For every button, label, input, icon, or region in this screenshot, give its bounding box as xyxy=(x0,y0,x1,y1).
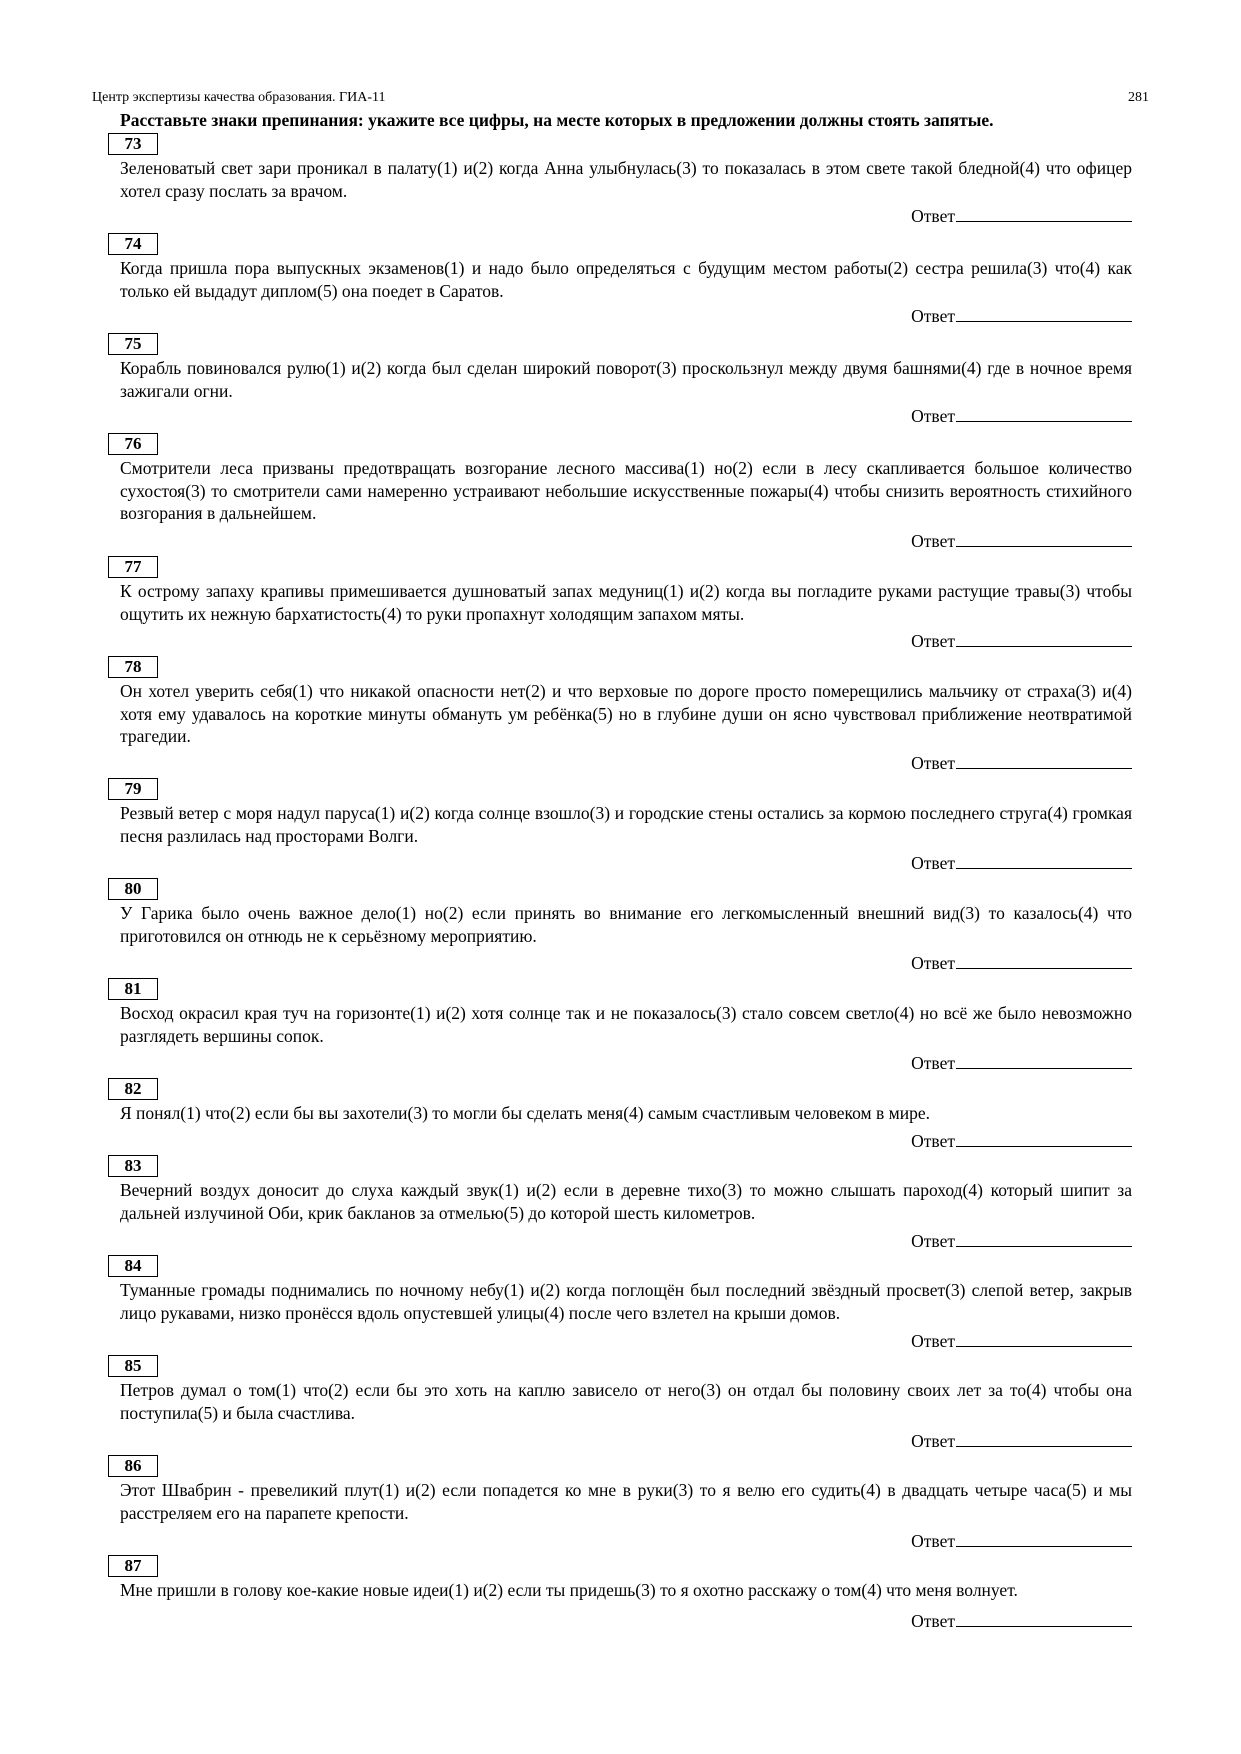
answer-field[interactable] xyxy=(911,752,1132,774)
task-number: 80 xyxy=(108,878,158,900)
answer-line[interactable] xyxy=(956,1330,1132,1347)
task-item xyxy=(120,1255,1132,1355)
task-text: Зеленоватый свет зари проникал в палату(1) и(2) когда Анна улыбнулась(3) то показалась в этом свете такой бледной(4) что офицер хотел сразу послать за врачом. xyxy=(120,158,1132,201)
answer-field[interactable] xyxy=(911,1330,1132,1352)
answer-field[interactable] xyxy=(911,1430,1132,1452)
task-number: 73 xyxy=(108,133,158,155)
answer-label: Ответ xyxy=(911,631,955,651)
task-number: 77 xyxy=(108,556,158,578)
answer-line[interactable] xyxy=(956,530,1132,547)
answer-label: Ответ xyxy=(911,1611,955,1631)
task-text: Я понял(1) что(2) если бы вы захотели(3) то могли бы сделать меня(4) самым счастливым человеком в мире. xyxy=(120,1103,930,1123)
task-number: 87 xyxy=(108,1555,158,1577)
page-number: 281 xyxy=(1128,90,1149,105)
answer-label: Ответ xyxy=(911,1331,955,1351)
answer-line[interactable] xyxy=(956,205,1132,222)
answer-label: Ответ xyxy=(911,1131,955,1151)
answer-field[interactable] xyxy=(911,1052,1132,1074)
task-text: Мне пришли в голову кое-какие новые идеи(1) и(2) если ты придешь(3) то я охотно расскажу о том(4) что меня волнует. xyxy=(120,1580,1018,1600)
answer-line[interactable] xyxy=(956,952,1132,969)
answer-label: Ответ xyxy=(911,753,955,773)
header-title: Центр экспертизы качества образования. ГИА-11 xyxy=(92,90,386,105)
answer-line[interactable] xyxy=(956,1230,1132,1247)
answer-line[interactable] xyxy=(956,405,1132,422)
answer-line[interactable] xyxy=(956,1430,1132,1447)
answer-line[interactable] xyxy=(956,630,1132,647)
answer-line[interactable] xyxy=(956,1130,1132,1147)
task-number: 86 xyxy=(108,1455,158,1477)
task-number: 82 xyxy=(108,1078,158,1100)
task-text: Смотрители леса призваны предотвращать возгорание лесного массива(1) но(2) если в лесу скапливается большое количество сухостоя(3) то смотрители сами намеренно устраивают небольшие искусственные пожары(4) чтобы снизить вероятность стихийного возгорания в дальнейшем. xyxy=(120,458,1132,523)
task-number: 81 xyxy=(108,978,158,1000)
task-item xyxy=(120,233,1132,333)
answer-label: Ответ xyxy=(911,953,955,973)
answer-label: Ответ xyxy=(911,1531,955,1551)
answer-line[interactable] xyxy=(956,305,1132,322)
task-number: 79 xyxy=(108,778,158,800)
task-text: Петров думал о том(1) что(2) если бы это хоть на каплю зависело от него(3) он отдал бы половину своих лет за то(4) чтобы она поступила(5) и была счастлива. xyxy=(120,1380,1132,1423)
answer-line[interactable] xyxy=(956,752,1132,769)
task-item xyxy=(120,1555,1132,1655)
answer-line[interactable] xyxy=(956,1530,1132,1547)
task-text: Он хотел уверить себя(1) что никакой опасности нет(2) и что верховые по дороге просто померещились мальчику от страха(3) и(4) хотя ему удавалось на короткие минуты обмануть ум ребёнка(5) но в глубине души он ясно чувствовал приближение неотвратимой трагедии. xyxy=(120,681,1132,746)
answer-line[interactable] xyxy=(956,1052,1132,1069)
task-item xyxy=(120,778,1132,878)
task-text: Резвый ветер с моря надул паруса(1) и(2) когда солнце взошло(3) и городские стены остались за кормою последнего струга(4) громкая песня разлилась над просторами Волги. xyxy=(120,803,1132,846)
task-number: 74 xyxy=(108,233,158,255)
task-number: 83 xyxy=(108,1155,158,1177)
task-item xyxy=(120,333,1132,433)
answer-label: Ответ xyxy=(911,306,955,326)
answer-label: Ответ xyxy=(911,1231,955,1251)
task-item xyxy=(120,556,1132,656)
task-text: К острому запаху крапивы примешивается душноватый запах медуниц(1) и(2) когда вы погладите руками растущие травы(3) чтобы ощутить их нежную бархатистость(4) то руки пропахнут холодящим запахом мяты. xyxy=(120,581,1132,624)
task-item xyxy=(120,878,1132,978)
task-item xyxy=(120,1355,1132,1455)
task-item xyxy=(120,433,1132,551)
answer-field[interactable] xyxy=(911,1130,1132,1152)
task-text: Этот Швабрин - превеликий плут(1) и(2) если попадется ко мне в руки(3) то я велю его судить(4) в двадцать четыре часа(5) и мы расстреляем его на парапете крепости. xyxy=(120,1480,1132,1523)
task-number: 76 xyxy=(108,433,158,455)
task-item xyxy=(120,1155,1132,1255)
answer-field[interactable] xyxy=(911,630,1132,652)
task-text: У Гарика было очень важное дело(1) но(2) если принять во внимание его легкомысленный внешний вид(3) то казалось(4) что приготовился он отнюдь не к серьёзному мероприятию. xyxy=(120,903,1132,946)
task-text: Корабль повиновался рулю(1) и(2) когда был сделан широкий поворот(3) проскользнул между двумя башнями(4) где в ночное время зажигали огни. xyxy=(120,358,1132,401)
answer-field[interactable] xyxy=(911,405,1132,427)
task-text: Когда пришла пора выпускных экзаменов(1) и надо было определяться с будущим местом работы(2) сестра решила(3) что(4) как только ей выдадут диплом(5) она поедет в Саратов. xyxy=(120,258,1132,301)
answer-line[interactable] xyxy=(956,1610,1132,1627)
answer-field[interactable] xyxy=(911,1610,1132,1632)
task-item xyxy=(120,978,1132,1078)
answer-field[interactable] xyxy=(911,530,1132,552)
answer-field[interactable] xyxy=(911,205,1132,227)
answer-label: Ответ xyxy=(911,206,955,226)
answer-label: Ответ xyxy=(911,406,955,426)
answer-field[interactable] xyxy=(911,305,1132,327)
task-number: 78 xyxy=(108,656,158,678)
task-item xyxy=(120,656,1132,773)
task-number: 85 xyxy=(108,1355,158,1377)
task-number: 84 xyxy=(108,1255,158,1277)
answer-field[interactable] xyxy=(911,952,1132,974)
task-number: 75 xyxy=(108,333,158,355)
answer-label: Ответ xyxy=(911,531,955,551)
task-item xyxy=(120,1455,1132,1555)
answer-label: Ответ xyxy=(911,853,955,873)
task-instruction: Расставьте знаки препинания: укажите все цифры, на месте которых в предложении должны стоять запятые. xyxy=(120,110,994,130)
task-text: Туманные громады поднимались по ночному небу(1) и(2) когда поглощён был последний звёздный просвет(3) слепой ветер, закрыв лицо рукавами, низко пронёсся вдоль опустевшей улицы(4) после чего взлетел на крыши домов. xyxy=(120,1280,1132,1323)
task-item xyxy=(120,133,1132,233)
answer-label: Ответ xyxy=(911,1053,955,1073)
answer-label: Ответ xyxy=(911,1431,955,1451)
page-header xyxy=(92,89,1149,107)
answer-field[interactable] xyxy=(911,852,1132,874)
task-text: Восход окрасил края туч на горизонте(1) и(2) хотя солнце так и не показалось(3) стало совсем светло(4) но всё же было невозможно разглядеть вершины сопок. xyxy=(120,1003,1132,1046)
answer-line[interactable] xyxy=(956,852,1132,869)
answer-field[interactable] xyxy=(911,1530,1132,1552)
task-text: Вечерний воздух доносит до слуха каждый звук(1) и(2) если в деревне тихо(3) то можно слышать пароход(4) который шипит за дальней излучиной Оби, крик бакланов за отмелью(5) до которой шесть километров. xyxy=(120,1180,1132,1223)
answer-field[interactable] xyxy=(911,1230,1132,1252)
